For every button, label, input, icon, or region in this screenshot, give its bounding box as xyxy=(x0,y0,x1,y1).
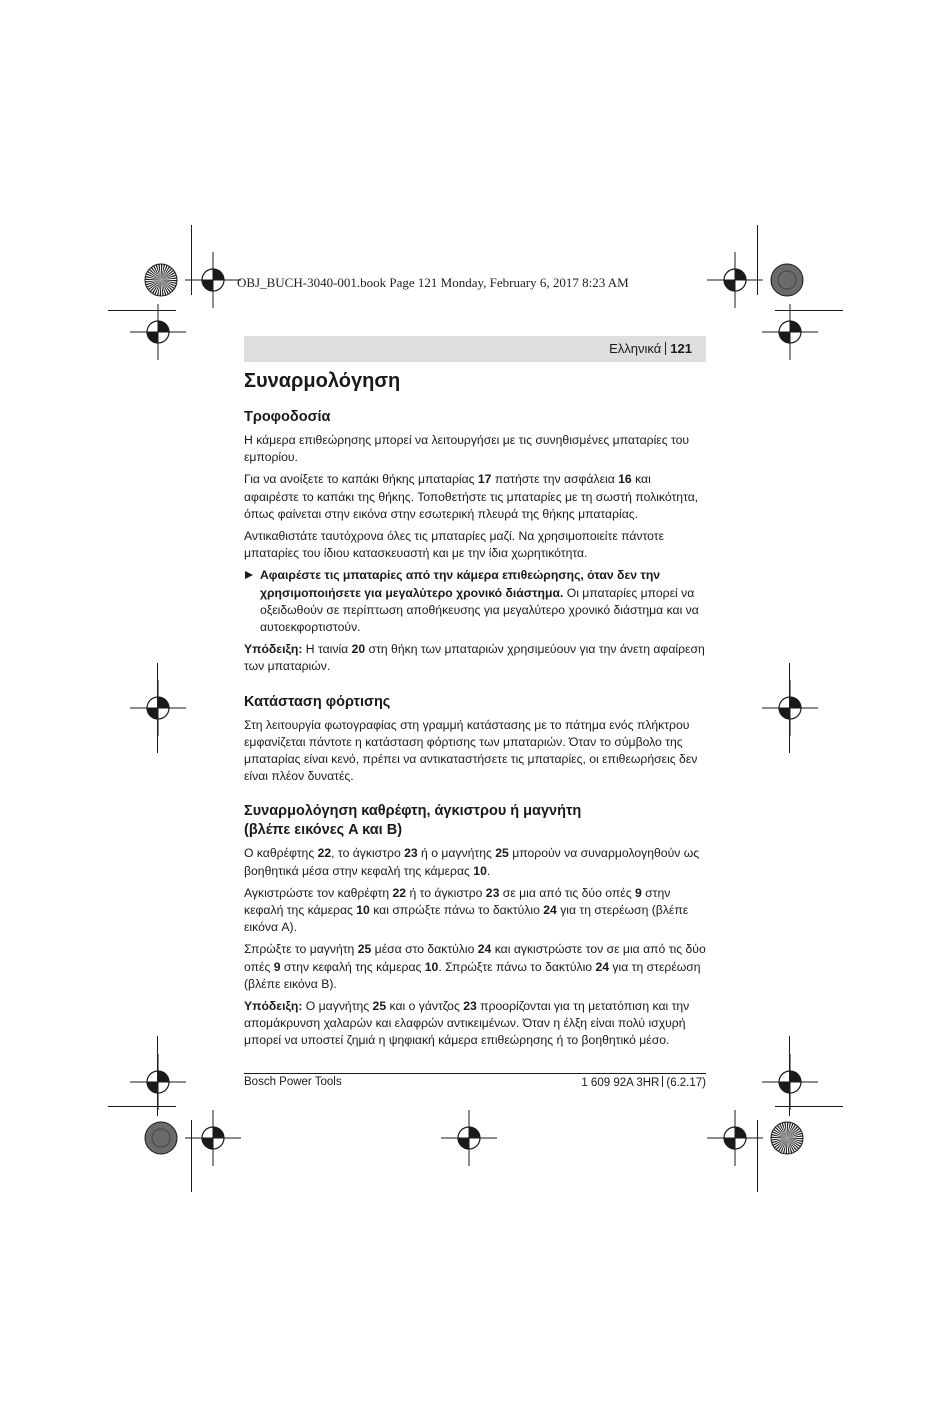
header-separator xyxy=(665,342,666,355)
note: Υπόδειξη: Ο μαγνήτης 25 και ο γάντζος 23 προορίζονται για τη μετατόπιση και την απομάκρυνση χαλαρών και ελαφρών αντικειμένων. Όταν η έλξη είναι πολύ ισχυρή μπορεί να υποστεί ζημιά η ψηφιακή κάμερα επιθεώρησης ή το βοηθητικό μέσο. xyxy=(244,999,690,1048)
header-language: Ελληνικά xyxy=(609,341,662,356)
gray-dot-icon xyxy=(769,262,805,298)
crosshair-icon xyxy=(130,304,186,360)
crosshair-icon xyxy=(707,1110,763,1166)
registration-circle-icon xyxy=(143,262,179,298)
section-heading-charge: Κατάσταση φόρτισης xyxy=(244,693,391,710)
gray-dot-icon xyxy=(143,1120,179,1156)
crosshair-icon xyxy=(130,1054,186,1110)
crosshair-icon xyxy=(762,1054,818,1110)
note: Υπόδειξη: Η ταινία 20 στη θήκη των μπαταριών χρησιμεύουν για την άνετη αφαίρεση των μπαταριών. xyxy=(244,642,705,674)
paragraph: Σπρώξτε το μαγνήτη 25 μέσα στο δακτύλιο 24 και αγκιστρώστε τον σε μια από τις δύο οπές 9 στην κεφαλή της κάμερας 10. Σπρώξτε πάνω το δακτύλιο 24 για τη στερέωση (βλέπε εικόνα B). xyxy=(244,942,706,991)
crosshair-icon xyxy=(185,1110,241,1166)
crosshair-icon xyxy=(441,1110,497,1166)
bullet-triangle-icon xyxy=(245,571,253,579)
crosshair-icon xyxy=(185,252,241,308)
slug-line: OBJ_BUCH-3040-001.book Page 121 Monday, February 6, 2017 8:23 AM xyxy=(237,275,629,290)
crosshair-icon xyxy=(130,680,186,736)
page-content xyxy=(244,368,706,1055)
registration-circle-icon xyxy=(769,1120,805,1156)
paragraph: Στη λειτουργία φωτογραφίας στη γραμμή κατάστασης με το πάτημα ενός πλήκτρου εμφανίζεται πάντοτε η κατάσταση φόρτισης των μπαταριών. Όταν το σύμβολο της μπαταρίας είναι κενό, πρέπει να αντικαταστήσετε τις μπαταρίες, οι επιθεωρήσεις δεν είναι πλέον δυνατές. xyxy=(244,717,698,784)
section-heading-mount: Συναρμολόγηση καθρέφτη, άγκιστρου ή μαγνήτη (βλέπε εικόνες A και B) xyxy=(244,803,582,839)
page-number: 121 xyxy=(670,341,692,356)
paragraph: Αγκιστρώστε τον καθρέφτη 22 ή το άγκιστρο 23 σε μια από τις δύο οπές 9 στην κεφαλή της κάμερας 10 και σπρώξτε πάνω το δακτύλιο 24 για τη στερέωση (βλέπε εικόνα A). xyxy=(244,885,689,935)
footer-rule xyxy=(244,1073,706,1074)
footer-doc-code: 1 609 92A 3HR (6.2.17) xyxy=(581,1077,706,1089)
running-header xyxy=(244,336,706,362)
footer-brand: Bosch Power Tools xyxy=(244,1076,342,1088)
paragraph: Αντικαθιστάτε ταυτόχρονα όλες τις μπαταρίες μαζί. Να χρησιμοποιείτε πάντοτε μπαταρίες του ίδιου κατασκευαστή και με την ίδια χωρητικότητα. xyxy=(244,529,665,561)
crosshair-icon xyxy=(762,304,818,360)
warning-item: Αφαιρέστε τις μπαταρίες από την κάμερα επιθεώρησης, όταν δεν την χρησιμοποιήσετε για μεγαλύτερο χρονικό διάστημα. Οι μπαταρίες μπορεί να οξειδωθούν σε περίπτωση αποθήκευσης για μεγαλύτερο χρονικό διάστημα και να αυτοεκφορτιστούν. xyxy=(244,567,706,636)
crosshair-icon xyxy=(762,680,818,736)
paragraph: Η κάμερα επιθεώρησης μπορεί να λειτουργήσει με τις συνηθισμένες μπαταρίες του εμπορίου. xyxy=(244,433,690,465)
page-title: Συναρμολόγηση xyxy=(244,370,401,392)
section-heading-power: Τροφοδοσία xyxy=(244,409,331,425)
paragraph: Για να ανοίξετε το καπάκι θήκης μπαταρίας 17 πατήστε την ασφάλεια 16 και αφαιρέστε το καπάκι της θήκης. Τοποθετήστε τις μπαταρίες με τη σωστή πολικότητα, όπως φαίνεται στην εικόνα στην εσωτερική πλευρά της θήκης μπαταρίας. xyxy=(244,472,699,521)
crosshair-icon xyxy=(707,252,763,308)
paragraph: Ο καθρέφτης 22, το άγκιστρο 23 ή ο μαγνήτης 25 μπορούν να συναρμολογηθούν ως βοηθητικά μέσα στην κεφαλή της κάμερας 10. xyxy=(244,846,700,878)
